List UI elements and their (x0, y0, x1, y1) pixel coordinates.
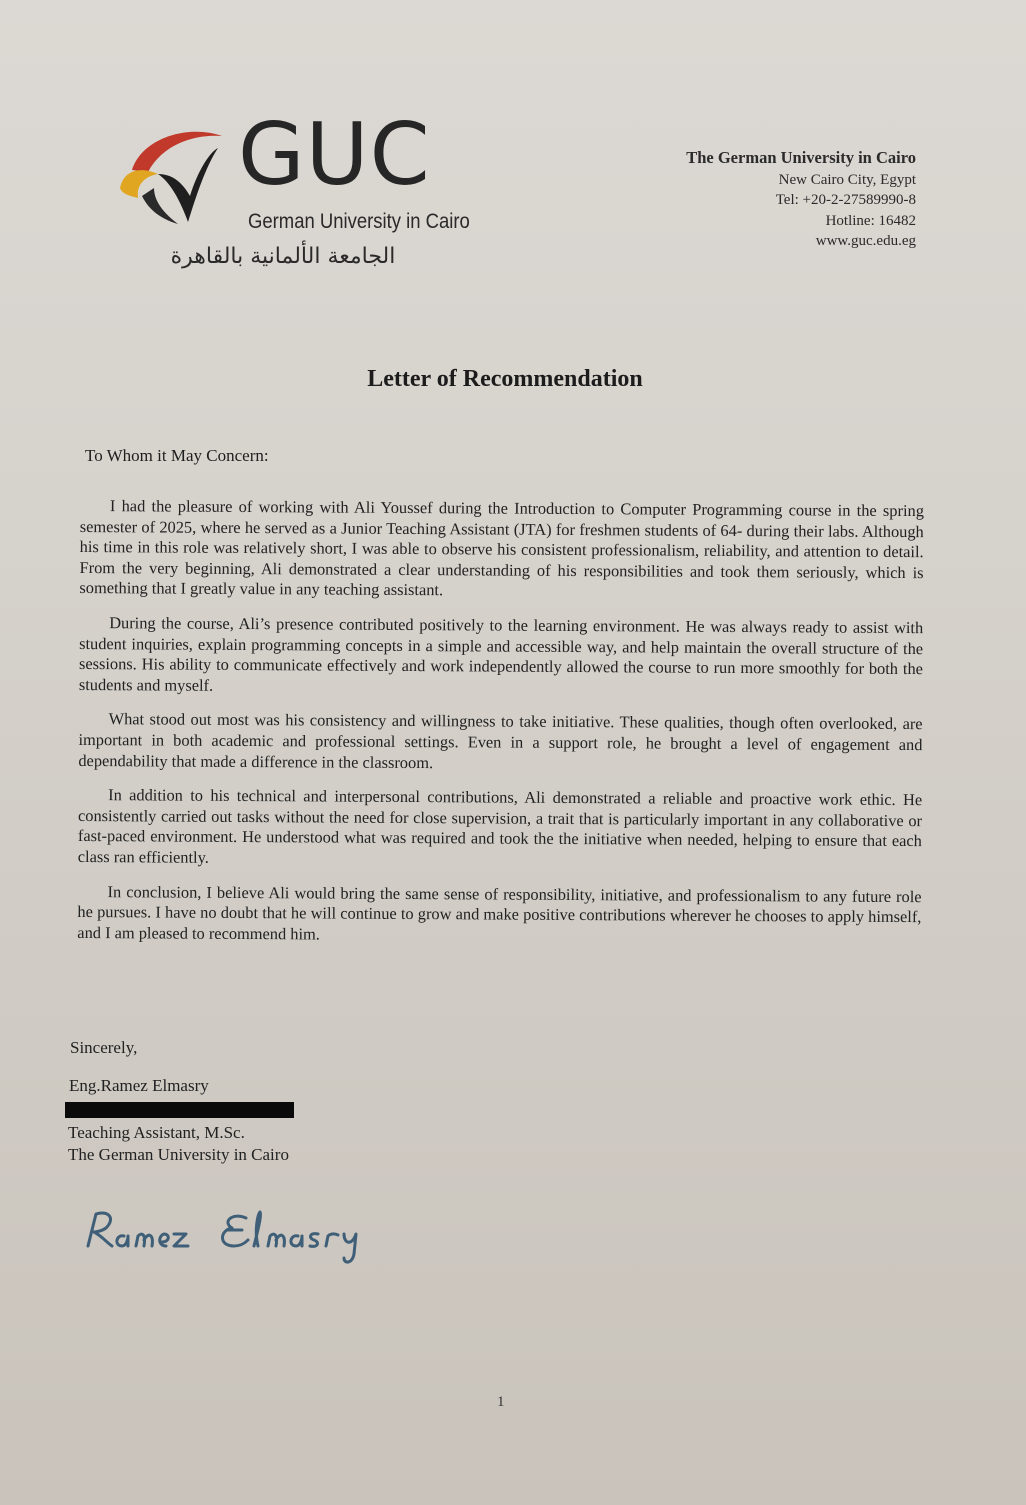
guc-logo (118, 105, 470, 276)
letter-title: Letter of Recommendation (367, 366, 643, 392)
letter-body (77, 496, 924, 962)
paragraph-2: During the course, Ali’s presence contributed positively to the learning environment. He was always ready to assist with student inquiries, explain programming concepts in a simple and accessible way, and help maintain the overall structure of the sessions. His ability to communicate effectively and work independently allowed the course to run more smoothly for both the students and myself. (78, 613, 924, 695)
paragraph-5: In conclusion, I believe Ali would bring the same sense of responsibility, initiative, and professionalism to any future role he pursues. I have no doubt that he will continue to grow and make positive contributions wherever he chooses to apply himself, and I am pleased to recommend him. (77, 881, 922, 944)
logo-arabic-name: الجامعة الألمانية بالقاهرة (170, 244, 396, 269)
signer-name: Eng.Ramez Elmasry (69, 1076, 209, 1095)
page-number: 1 (497, 1394, 505, 1410)
signer-role: Teaching Assistant, M.Sc. (68, 1123, 245, 1142)
letterhead-address (686, 148, 916, 252)
paragraph-1: I had the pleasure of working with Ali Youssef during the Introduction to Computer Programming course in the spring semester of 2025, where he served as a Junior Teaching Assistant (JTA) for freshmen students of 64- during their labs. Although his time in this role was relatively short, I was able to observe his consistent professionalism, reliability, and attention to detail. From the very beginning, Ali demonstrated a clear understanding of his responsibilities and took them seriously, which is something that I greatly value in any teaching assistant. (79, 496, 924, 600)
logo-subtitle: German University in Cairo (248, 210, 470, 233)
address-website: www.guc.edu.eg (815, 233, 916, 249)
redaction-bar (65, 1102, 294, 1118)
handwritten-signature (82, 1200, 382, 1270)
address-org: The German University in Cairo (686, 148, 916, 167)
address-city: New Cairo City, Egypt (778, 171, 916, 188)
address-hotline: Hotline: 16482 (825, 212, 916, 229)
signer-institution: The German University in Cairo (68, 1145, 289, 1164)
logo-wordmark: GUC (238, 105, 431, 205)
salutation: To Whom it May Concern: (85, 446, 269, 465)
guc-logo-mark-icon (118, 126, 230, 230)
closing: Sincerely, (70, 1038, 138, 1057)
paragraph-3: What stood out most was his consistency and willingness to take initiative. These qualities, though often overlooked, are important in both academic and professional settings. Even in a support role, he brought a level of engagement and dependability that made a difference in the classroom. (78, 709, 923, 772)
address-tel: Tel: +20-2-27589990-8 (775, 192, 916, 208)
signer-details (68, 1122, 289, 1166)
paragraph-4: In addition to his technical and interpersonal contributions, Ali demonstrated a reliable and proactive work ethic. He consistently carried out tasks without the need for close supervision, a trait that is particularly important in any collaborative or fast-paced environment. He understood what was required and took the the initiative when needed, helping to ensure that each class ran efficiently. (77, 785, 923, 867)
